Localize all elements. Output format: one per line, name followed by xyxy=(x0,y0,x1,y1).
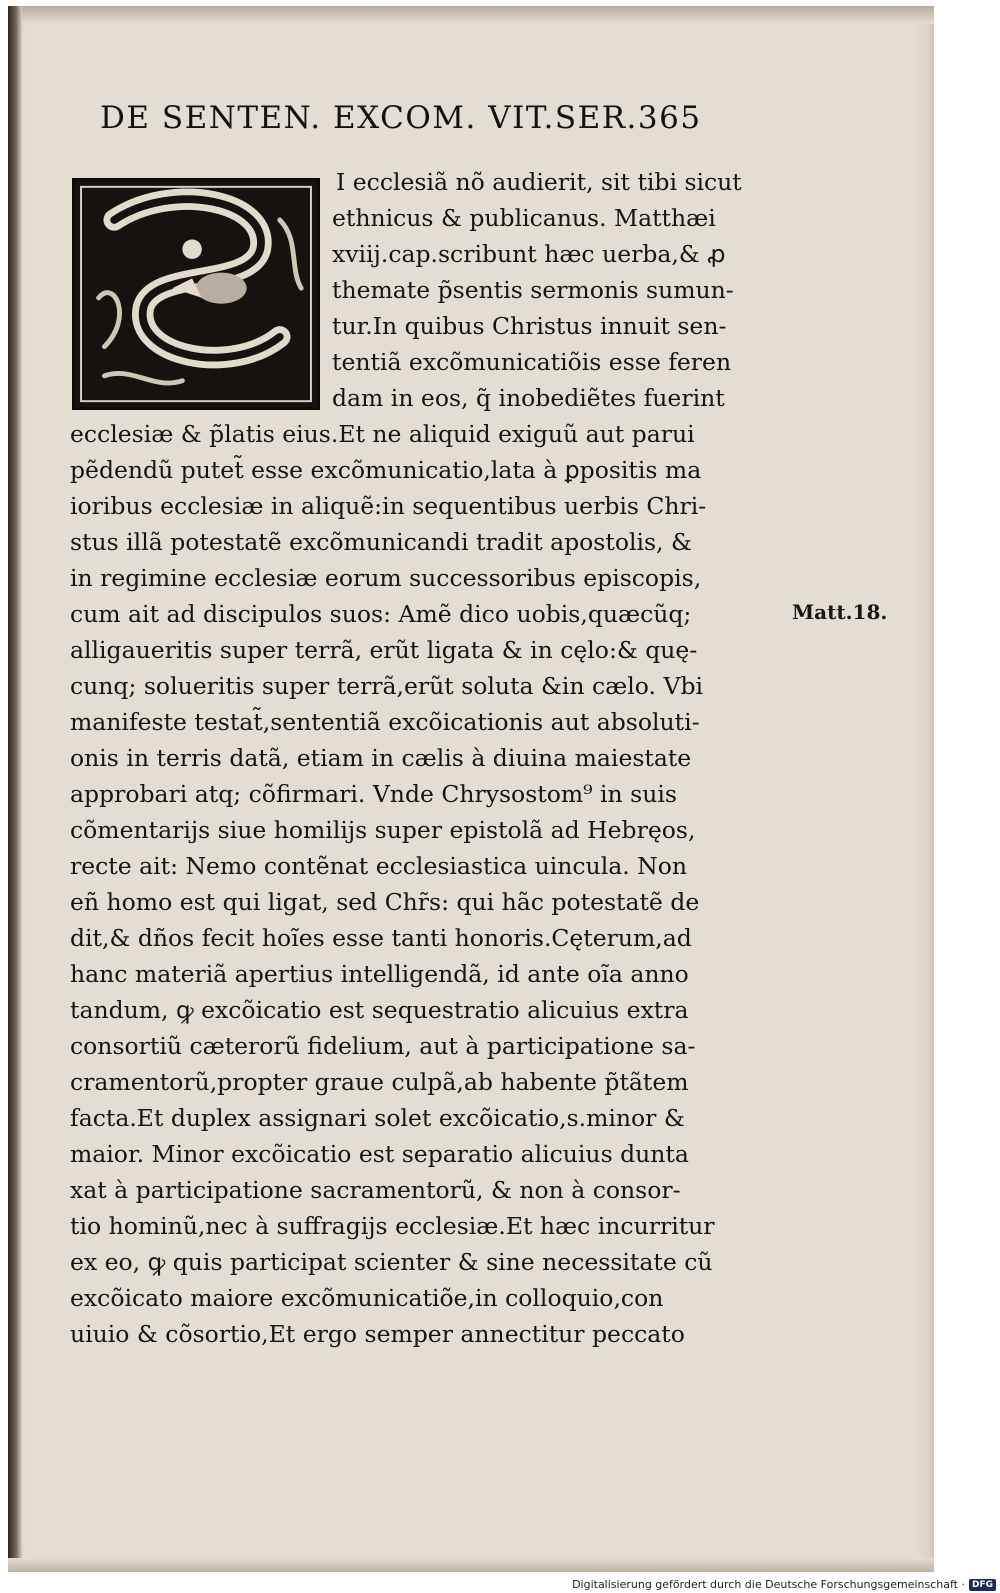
dfg-logo: DFG xyxy=(969,1579,996,1591)
decorated-initial-s xyxy=(72,178,320,410)
text-line: dam in eos, q̃ inobediẽtes fuerint xyxy=(332,384,725,412)
page-edge-left xyxy=(8,6,22,1572)
text-line: themate p̃sentis sermonis sumun- xyxy=(332,276,734,304)
footer-text: Digitalisierung gefördert durch die Deutsche Forschungsgemeinschaft · xyxy=(572,1578,965,1591)
text-line: I ecclesiã nõ audierit, sit tibi sicut xyxy=(336,168,742,196)
book-page xyxy=(8,6,934,1572)
text-line: maior. Minor excõicatio est separatio alicuius dunta xyxy=(70,1140,689,1168)
text-line: eñ homo est qui ligat, sed Chr̃s: qui hãc potestatẽ de xyxy=(70,888,700,916)
text-line: cum ait ad discipulos suos: Amẽ dico uobis,quæcũq; xyxy=(70,600,692,628)
page-edge-bottom xyxy=(8,1558,934,1572)
text-line: cramentorũ,propter graue culpã,ab habente p̃tãtem xyxy=(70,1068,689,1096)
text-line: tentiã excõmunicatiõis esse feren xyxy=(332,348,732,376)
text-line: approbari atq; cõfirmari. Vnde Chrysostom⁹ in suis xyxy=(70,780,677,808)
text-line: pẽdendũ putet̃ esse excõmunicatio,lata à ꝑpositis ma xyxy=(70,456,702,484)
text-line: ethnicus & publicanus. Matthæi xyxy=(332,204,716,232)
text-line: alligaueritis super terrã, erũt ligata & in cęlo:& quę- xyxy=(70,636,698,664)
text-line: excõicato maiore excõmunicatiõe,in colloquio,con xyxy=(70,1284,664,1312)
text-line: facta.Et duplex assignari solet excõicatio,s.minor & xyxy=(70,1104,685,1132)
text-line: cõmentarijs siue homilijs super epistolã ad Hebręos, xyxy=(70,816,696,844)
running-head: DE SENTEN. EXCOM. VIT.SER.365 xyxy=(100,100,702,136)
text-line: ioribus ecclesiæ in aliquẽ:in sequentibus uerbis Chri- xyxy=(70,492,707,520)
text-line: dit,& dños fecit hoĩes esse tanti honoris.Cęterum,ad xyxy=(70,924,692,952)
text-line: tandum, ꝙ excõicatio est sequestratio alicuius extra xyxy=(70,996,689,1024)
text-line: xviij.cap.scribunt hæc uerba,& ꝓ xyxy=(332,240,726,268)
text-line: uiuio & cõsortio,Et ergo semper annectitur peccato xyxy=(70,1320,685,1348)
text-line: consortiũ cæterorũ fidelium, aut à participatione sa- xyxy=(70,1032,696,1060)
text-line: in regimine ecclesiæ eorum successoribus episcopis, xyxy=(70,564,702,592)
margin-note: Matt.18. xyxy=(792,600,888,624)
text-line: tur.In quibus Christus innuit sen- xyxy=(332,312,727,340)
text-line: onis in terris datã, etiam in cælis à diuina maiestate xyxy=(70,744,692,772)
text-line: stus illã potestatẽ excõmunicandi tradit apostolis, & xyxy=(70,528,692,556)
text-line: tio hominũ,nec à suffragijs ecclesiæ.Et hæc incurritur xyxy=(70,1212,715,1240)
text-line: manifeste testat̃,sententiã excõicationis aut absoluti- xyxy=(70,708,700,736)
footer-attribution xyxy=(572,1576,1000,1593)
text-line: xat à participatione sacramentorũ, & non à consor- xyxy=(70,1176,681,1204)
text-line: ecclesiæ & p̃latis eius.Et ne aliquid exiguũ aut parui xyxy=(70,420,695,448)
text-line: cunq; solueritis super terrã,erũt soluta &in cælo. Vbi xyxy=(70,672,703,700)
page-edge-top xyxy=(8,6,934,24)
text-line: hanc materiã apertius intelligendã, id ante oĩa anno xyxy=(70,960,689,988)
text-line: recte ait: Nemo contẽnat ecclesiastica uincula. Non xyxy=(70,852,688,880)
text-line: ex eo, ꝙ quis participat scienter & sine necessitate cũ xyxy=(70,1248,713,1276)
